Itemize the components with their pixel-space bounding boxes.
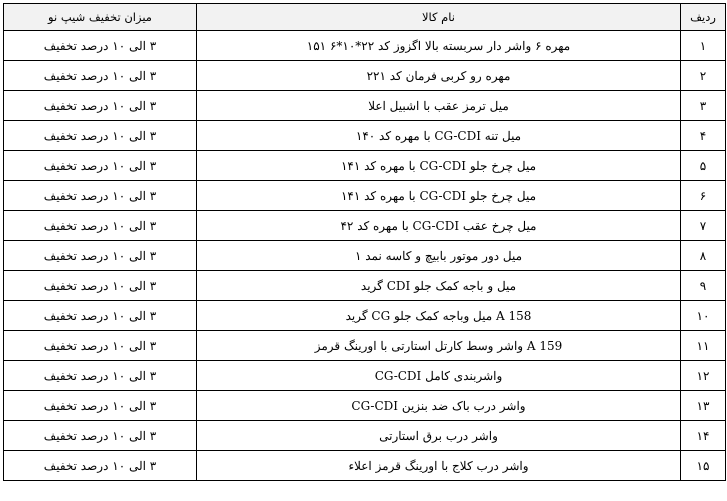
table-body — [4, 31, 726, 481]
row-number-cell: ۵ — [681, 151, 726, 181]
discount-cell: ۳ الی ۱۰ درصد تخفیف — [4, 211, 197, 241]
product-name-cell: A 159 واشر وسط کارتل استارتی با اورینگ قرمز — [197, 331, 681, 361]
table-row — [4, 31, 726, 61]
product-name-cell: میل ترمز عقب با اشبیل اعلا — [197, 91, 681, 121]
discount-cell: ۳ الی ۱۰ درصد تخفیف — [4, 151, 197, 181]
discount-cell: ۳ الی ۱۰ درصد تخفیف — [4, 421, 197, 451]
table-row — [4, 451, 726, 481]
row-number-cell: ۳ — [681, 91, 726, 121]
discount-cell: ۳ الی ۱۰ درصد تخفیف — [4, 361, 197, 391]
table-row — [4, 331, 726, 361]
product-name-cell: میل چرخ جلو CG-CDI با مهره کد ۱۴۱ — [197, 151, 681, 181]
row-number-cell: ۶ — [681, 181, 726, 211]
table-header — [4, 4, 726, 31]
row-number-cell: ۷ — [681, 211, 726, 241]
discount-cell: ۳ الی ۱۰ درصد تخفیف — [4, 181, 197, 211]
row-number-cell: ۲ — [681, 61, 726, 91]
product-name-cell: واشربندی کامل CG-CDI — [197, 361, 681, 391]
row-number-cell: ۱۰ — [681, 301, 726, 331]
row-number-cell: ۹ — [681, 271, 726, 301]
discount-cell: ۳ الی ۱۰ درصد تخفیف — [4, 271, 197, 301]
header-row-number: ردیف — [681, 4, 726, 31]
table-row — [4, 361, 726, 391]
row-number-cell: ۱۵ — [681, 451, 726, 481]
product-name-cell: میل چرخ عقب CG-CDI با مهره کد ۴۲ — [197, 211, 681, 241]
row-number-cell: ۱۳ — [681, 391, 726, 421]
discount-table — [3, 3, 726, 481]
row-number-cell: ۸ — [681, 241, 726, 271]
product-name-cell: واشر درب کلاج با اورینگ قرمز اعلاء — [197, 451, 681, 481]
table-row — [4, 121, 726, 151]
discount-cell: ۳ الی ۱۰ درصد تخفیف — [4, 331, 197, 361]
discount-cell: ۳ الی ۱۰ درصد تخفیف — [4, 61, 197, 91]
product-name-cell: میل دور موتور بابیچ و کاسه نمد ۱ — [197, 241, 681, 271]
discount-cell: ۳ الی ۱۰ درصد تخفیف — [4, 121, 197, 151]
product-name-cell: میل چرخ جلو CG-CDI با مهره کد ۱۴۱ — [197, 181, 681, 211]
table-row — [4, 211, 726, 241]
row-number-cell: ۱۲ — [681, 361, 726, 391]
discount-cell: ۳ الی ۱۰ درصد تخفیف — [4, 31, 197, 61]
table-row — [4, 241, 726, 271]
discount-cell: ۳ الی ۱۰ درصد تخفیف — [4, 451, 197, 481]
table-row — [4, 271, 726, 301]
product-name-cell: واشر درب باک ضد بنزین CG-CDI — [197, 391, 681, 421]
header-row — [4, 4, 726, 31]
product-name-cell: واشر درب برق استارتی — [197, 421, 681, 451]
product-name-cell: مهره رو کربی فرمان کد ۲۲۱ — [197, 61, 681, 91]
product-name-cell: مهره ۶ واشر دار سربسته بالا اگزوز کد ۲۲*۱۰*۶ ۱۵۱ — [197, 31, 681, 61]
table-row — [4, 301, 726, 331]
discount-cell: ۳ الی ۱۰ درصد تخفیف — [4, 91, 197, 121]
discount-cell: ۳ الی ۱۰ درصد تخفیف — [4, 391, 197, 421]
table-row — [4, 181, 726, 211]
header-product-name: نام کالا — [197, 4, 681, 31]
discount-cell: ۳ الی ۱۰ درصد تخفیف — [4, 301, 197, 331]
product-name-cell: میل و باجه کمک جلو CDI گرید — [197, 271, 681, 301]
discount-cell: ۳ الی ۱۰ درصد تخفیف — [4, 241, 197, 271]
row-number-cell: ۱ — [681, 31, 726, 61]
table-row — [4, 91, 726, 121]
product-name-cell: میل تنه CG-CDI با مهره کد ۱۴۰ — [197, 121, 681, 151]
row-number-cell: ۱۱ — [681, 331, 726, 361]
table-row — [4, 61, 726, 91]
row-number-cell: ۴ — [681, 121, 726, 151]
table-row — [4, 151, 726, 181]
table-row — [4, 391, 726, 421]
header-discount: میزان تخفیف شیپ نو — [4, 4, 197, 31]
table-row — [4, 421, 726, 451]
product-name-cell: A 158 میل وباجه کمک جلو CG گرید — [197, 301, 681, 331]
row-number-cell: ۱۴ — [681, 421, 726, 451]
